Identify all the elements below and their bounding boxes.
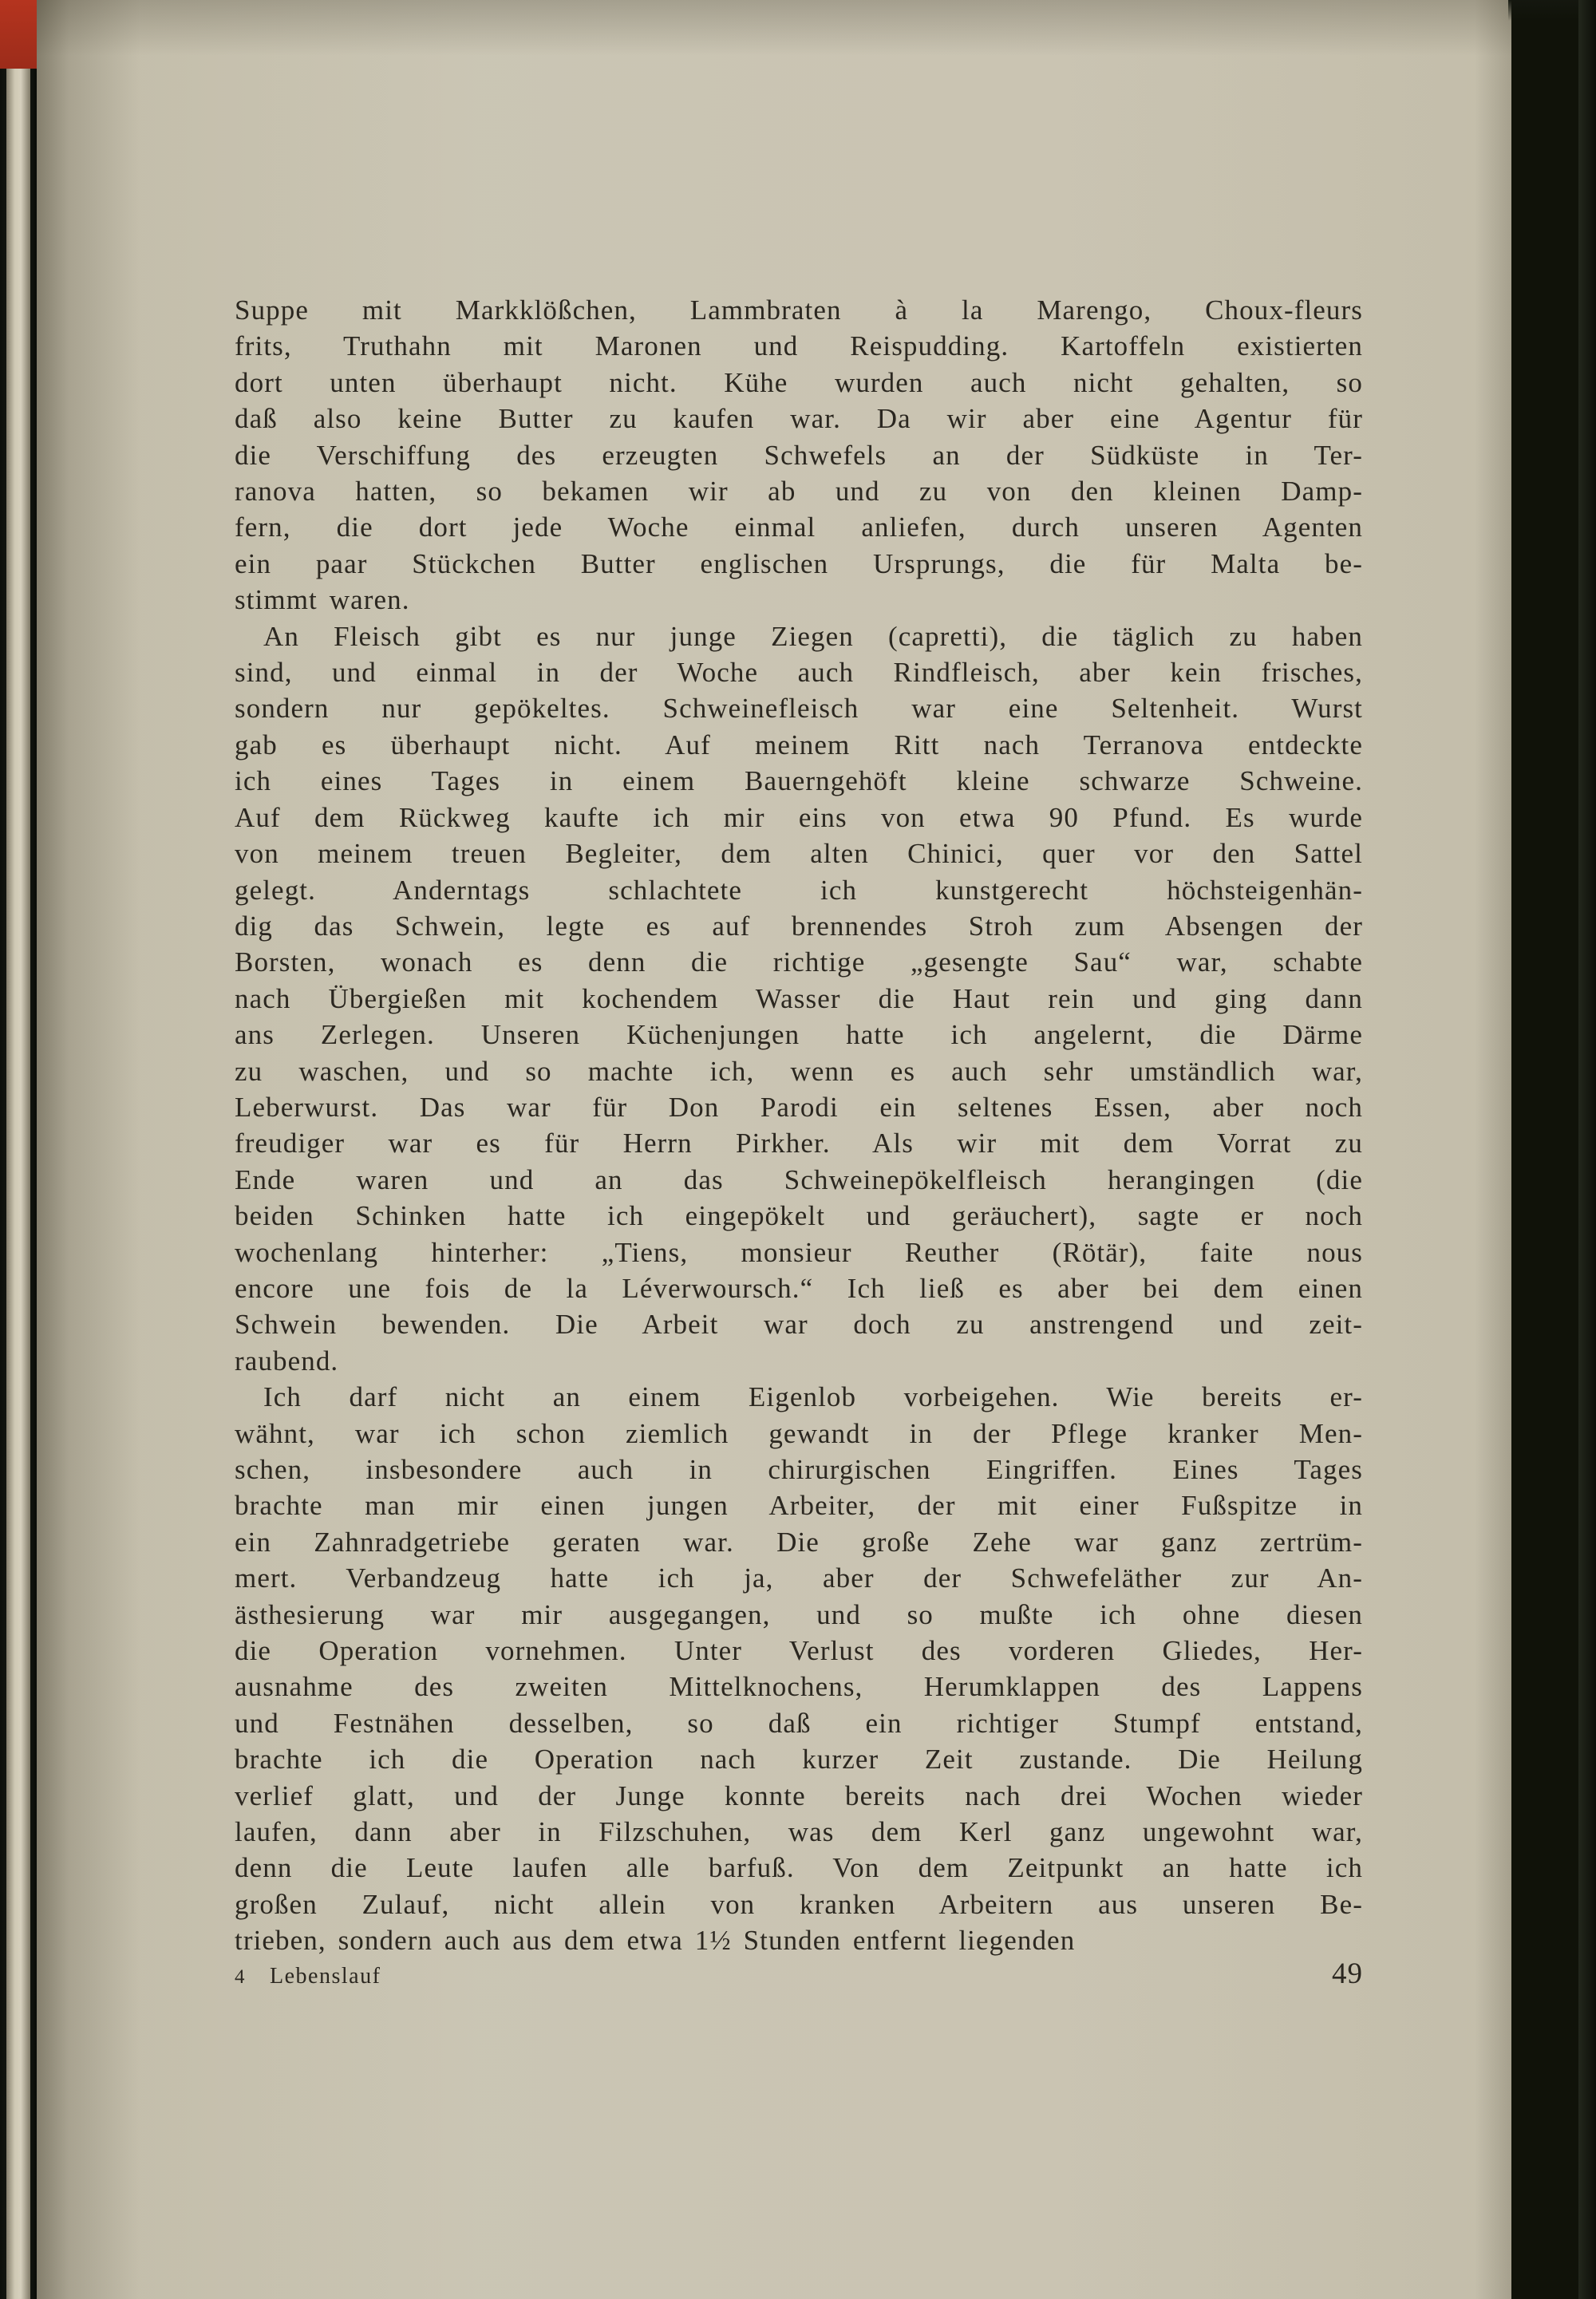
text-line: und Festnähen desselben, so daß ein richtiger Stumpf entstand, [235,1707,1363,1739]
text-line: fern, die dort jede Woche einmal anliefen, durch unseren Agenten [235,512,1363,543]
text-line: großen Zulauf, nicht allein von kranken Arbeitern aus unseren Be- [235,1888,1363,1920]
right-page-edges [1511,0,1578,2299]
text-block [235,292,1363,1959]
left-page-edge [6,69,30,2299]
text-line: Schwein bewenden. Die Arbeit war doch zu anstrengend und zeit- [235,1309,1363,1341]
text-line: An Fleisch gibt es nur junge Ziegen (capretti), die täglich zu haben [263,620,1363,652]
paragraph [235,292,1363,618]
signature-label: Lebenslauf [270,1964,381,1989]
signature-number: 4 [235,1966,246,1988]
page-footer [235,1957,1363,1991]
text-line: wähnt, war ich schon ziemlich gewandt in der Pflege kranker Men- [235,1417,1363,1449]
text-line: sind, und einmal in der Woche auch Rindfleisch, aber kein frisches, [235,657,1363,689]
right-book-cover [1578,0,1596,2299]
text-line: freudiger war es für Herrn Pirkher. Als wir mit dem Vorrat zu [235,1128,1363,1159]
text-line: sondern nur gepökeltes. Schweinefleisch war eine Seltenheit. Wurst [235,693,1363,725]
text-line: brachte man mir einen jungen Arbeiter, der mit einer Fußspitze in [235,1490,1363,1522]
text-line: mert. Verbandzeug hatte ich ja, aber der Schwefeläther zur An- [235,1562,1363,1594]
paragraph [235,618,1363,1380]
text-line: dort unten überhaupt nicht. Kühe wurden auch nicht gehalten, so [235,366,1363,398]
text-line: Leberwurst. Das war für Don Parodi ein seltenes Essen, aber noch [235,1091,1363,1123]
page-number: 49 [1332,1957,1363,1990]
text-line: ein paar Stückchen Butter englischen Ursprungs, die für Malta be- [235,547,1363,579]
text-line: von meinem treuen Begleiter, dem alten Chinici, quer vor den Sattel [235,838,1363,870]
text-line: Borsten, wonach es denn die richtige „gesengte Sau“ war, schabte [235,946,1363,978]
text-line: brachte ich die Operation nach kurzer Zeit zustande. Die Heilung [235,1744,1363,1776]
text-line: die Operation vornehmen. Unter Verlust des vorderen Gliedes, Her- [235,1635,1363,1667]
text-line: wochenlang hinterher: „Tiens, monsieur Reuther (Rötär), faite nous [235,1236,1363,1268]
text-line: verlief glatt, und der Junge konnte bereits nach drei Wochen wieder [235,1780,1363,1811]
text-line: ich eines Tages in einem Bauerngehöft kleine schwarze Schweine. [235,765,1363,797]
book-page [37,0,1511,2299]
text-line: stimmt waren. [235,584,410,616]
text-line: ästhesierung war mir ausgegangen, und so mußte ich ohne diesen [235,1598,1363,1630]
text-line: Ich darf nicht an einem Eigenlob vorbeigehen. Wie bereits er- [263,1381,1363,1413]
text-line: Ende waren und an das Schweinepökelfleisch herangingen (die [235,1163,1363,1195]
text-line: frits, Truthahn mit Maronen und Reispudding. Kartoffeln existierten [235,330,1363,362]
text-line: nach Übergießen mit kochendem Wasser die Haut rein und ging dann [235,982,1363,1014]
paragraph [235,1379,1363,1959]
text-line: ausnahme des zweiten Mittelknochens, Herumklappen des Lappens [235,1671,1363,1703]
footer-signature [235,1964,381,1989]
text-line: denn die Leute laufen alle barfuß. Von dem Zeitpunkt an hatte ich [235,1852,1363,1884]
text-line: zu waschen, und so machte ich, wenn es auch sehr umständlich war, [235,1055,1363,1087]
text-line: schen, insbesondere auch in chirurgischen Eingriffen. Eines Tages [235,1454,1363,1485]
text-line: ein Zahnradgetriebe geraten war. Die große Zehe war ganz zertrüm- [235,1526,1363,1558]
text-line: daß also keine Butter zu kaufen war. Da wir aber eine Agentur für [235,403,1363,435]
text-line: die Verschiffung des erzeugten Schwefels an der Südküste in Ter- [235,439,1363,471]
text-line: Suppe mit Markklößchen, Lammbraten à la Marengo, Choux-fleurs [235,294,1363,326]
text-line: raubend. [235,1345,339,1377]
text-line: beiden Schinken hatte ich eingepökelt und geräuchert), sagte er noch [235,1200,1363,1232]
text-line: gab es überhaupt nicht. Auf meinem Ritt nach Terranova entdeckte [235,729,1363,760]
text-line: encore une fois de la Léverwoursch.“ Ich ließ es aber bei dem einen [235,1272,1363,1304]
text-line: trieben, sondern auch aus dem etwa 1½ Stunden entfernt liegenden [235,1925,1076,1957]
text-line: ranova hatten, so bekamen wir ab und zu von den kleinen Damp- [235,476,1363,508]
text-line: dig das Schwein, legte es auf brennendes Stroh zum Absengen der [235,910,1363,942]
text-line: Auf dem Rückweg kaufte ich mir eins von etwa 90 Pfund. Es wurde [235,801,1363,833]
text-line: laufen, dann aber in Filzschuhen, was dem Kerl ganz ungewohnt war, [235,1816,1363,1848]
text-line: gelegt. Anderntags schlachtete ich kunstgerecht höchsteigenhän- [235,874,1363,906]
text-line: ans Zerlegen. Unseren Küchenjungen hatte ich angelernt, die Därme [235,1019,1363,1051]
